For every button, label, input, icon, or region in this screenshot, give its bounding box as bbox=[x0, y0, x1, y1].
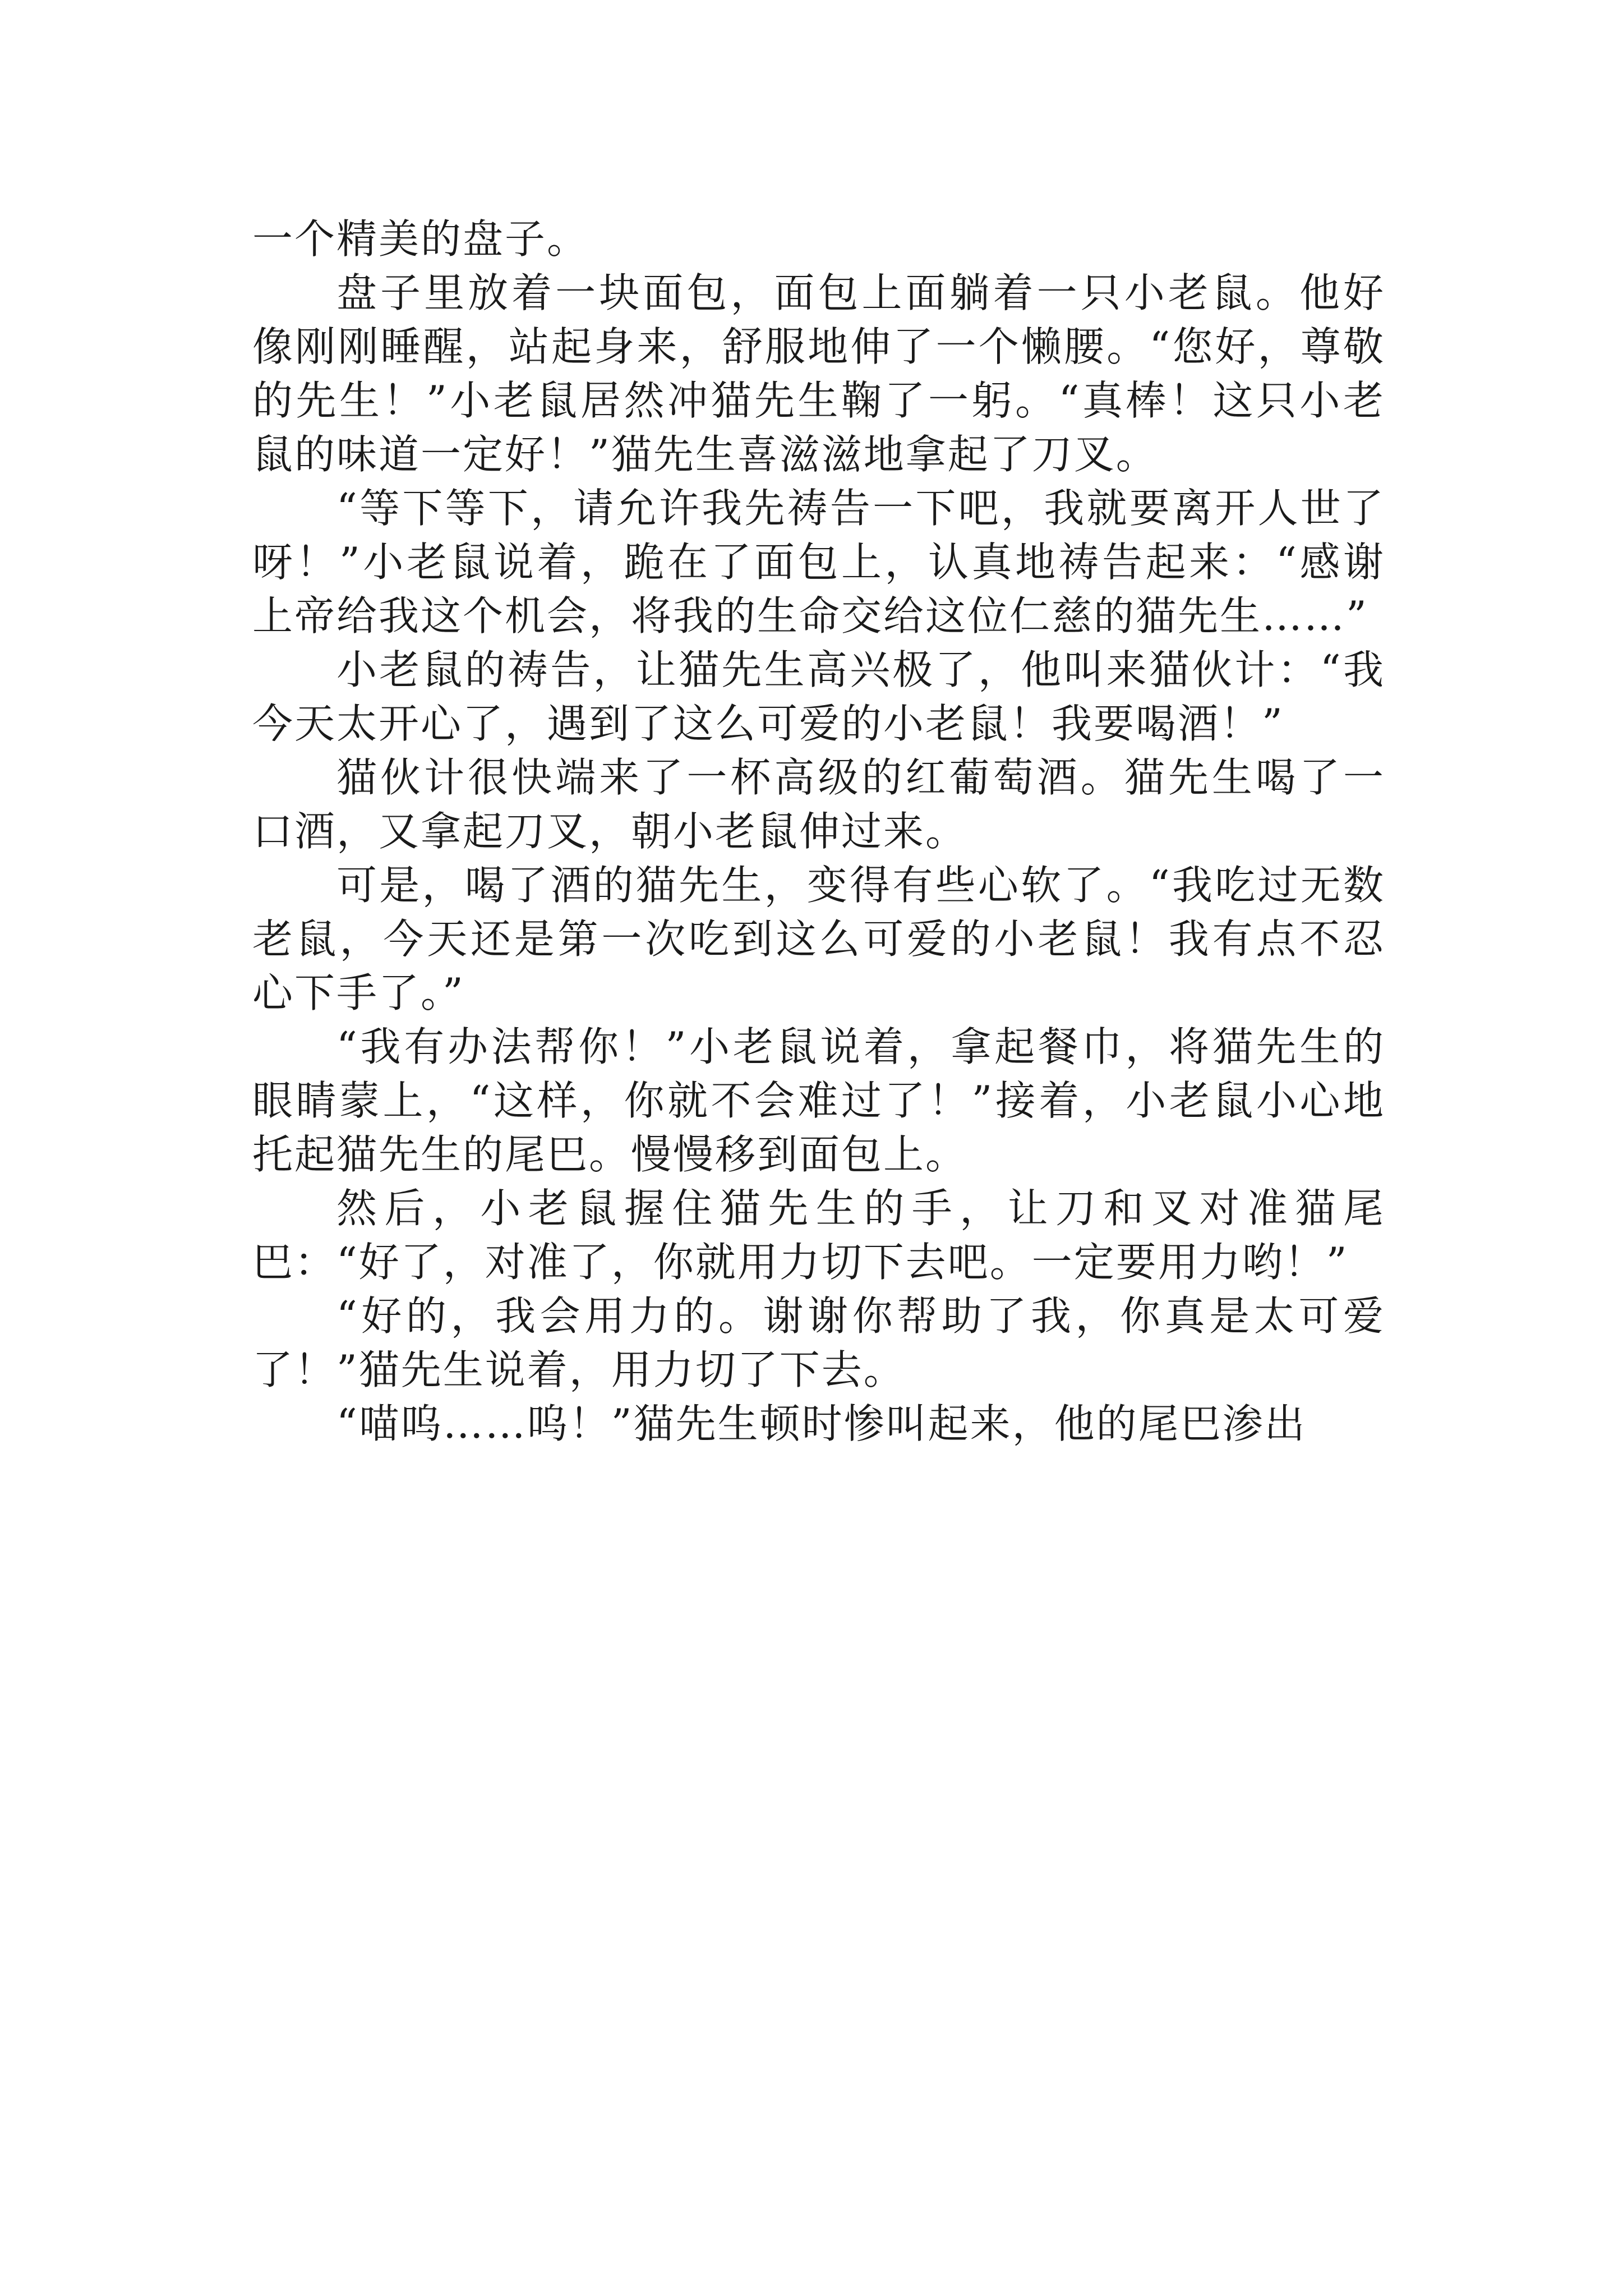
paragraph-2: 盘子里放着一块面包，面包上面躺着一只小老鼠。他好像刚刚睡醒，站起身来，舒服地伸了一个懒腰。“您好，尊敬的先生！”小老鼠居然冲猫先生鞠了一躬。“真棒！这只小老鼠的味道一定好！”猫先生喜滋滋地拿起了刀叉。 bbox=[252, 269, 1385, 478]
paragraph-1: 一个精美的盘子。 bbox=[252, 215, 589, 263]
paragraph-5: 猫伙计很快端来了一杯高级的红葡萄酒。猫先生喝了一口酒，又拿起刀叉，朝小老鼠伸过来。 bbox=[252, 754, 1385, 855]
paragraph-9: “好的，我会用力的。谢谢你帮助了我，你真是太可爱了！”猫先生说着，用力切了下去。 bbox=[252, 1292, 1385, 1393]
story-text bbox=[252, 212, 1385, 1451]
paragraph-7: “我有办法帮你！”小老鼠说着，拿起餐巾，将猫先生的眼睛蒙上，“这样，你就不会难过了！”接着，小老鼠小心地托起猫先生的尾巴。慢慢移到面包上。 bbox=[252, 1023, 1385, 1178]
paragraph-6: 可是，喝了酒的猫先生，变得有些心软了。“我吃过无数老鼠，今天还是第一次吃到这么可爱的小老鼠！我有点不忍心下手了。” bbox=[252, 862, 1385, 1016]
paragraph-4: 小老鼠的祷告，让猫先生高兴极了，他叫来猫伙计：“我今天太开心了，遇到了这么可爱的小老鼠！我要喝酒！” bbox=[252, 646, 1385, 747]
paragraph-10: “喵呜……呜！”猫先生顿时惨叫起来，他的尾巴渗出 bbox=[336, 1400, 1307, 1447]
paragraph-3: “等下等下，请允许我先祷告一下吧，我就要离开人世了呀！”小老鼠说着，跪在了面包上，认真地祷告起来：“感谢上帝给我这个机会，将我的生命交给这位仁慈的猫先生……” bbox=[252, 485, 1385, 639]
paragraph-8: 然后，小老鼠握住猫先生的手，让刀和叉对准猫尾巴：“好了，对准了，你就用力切下去吧。一定要用力哟！” bbox=[252, 1185, 1385, 1286]
